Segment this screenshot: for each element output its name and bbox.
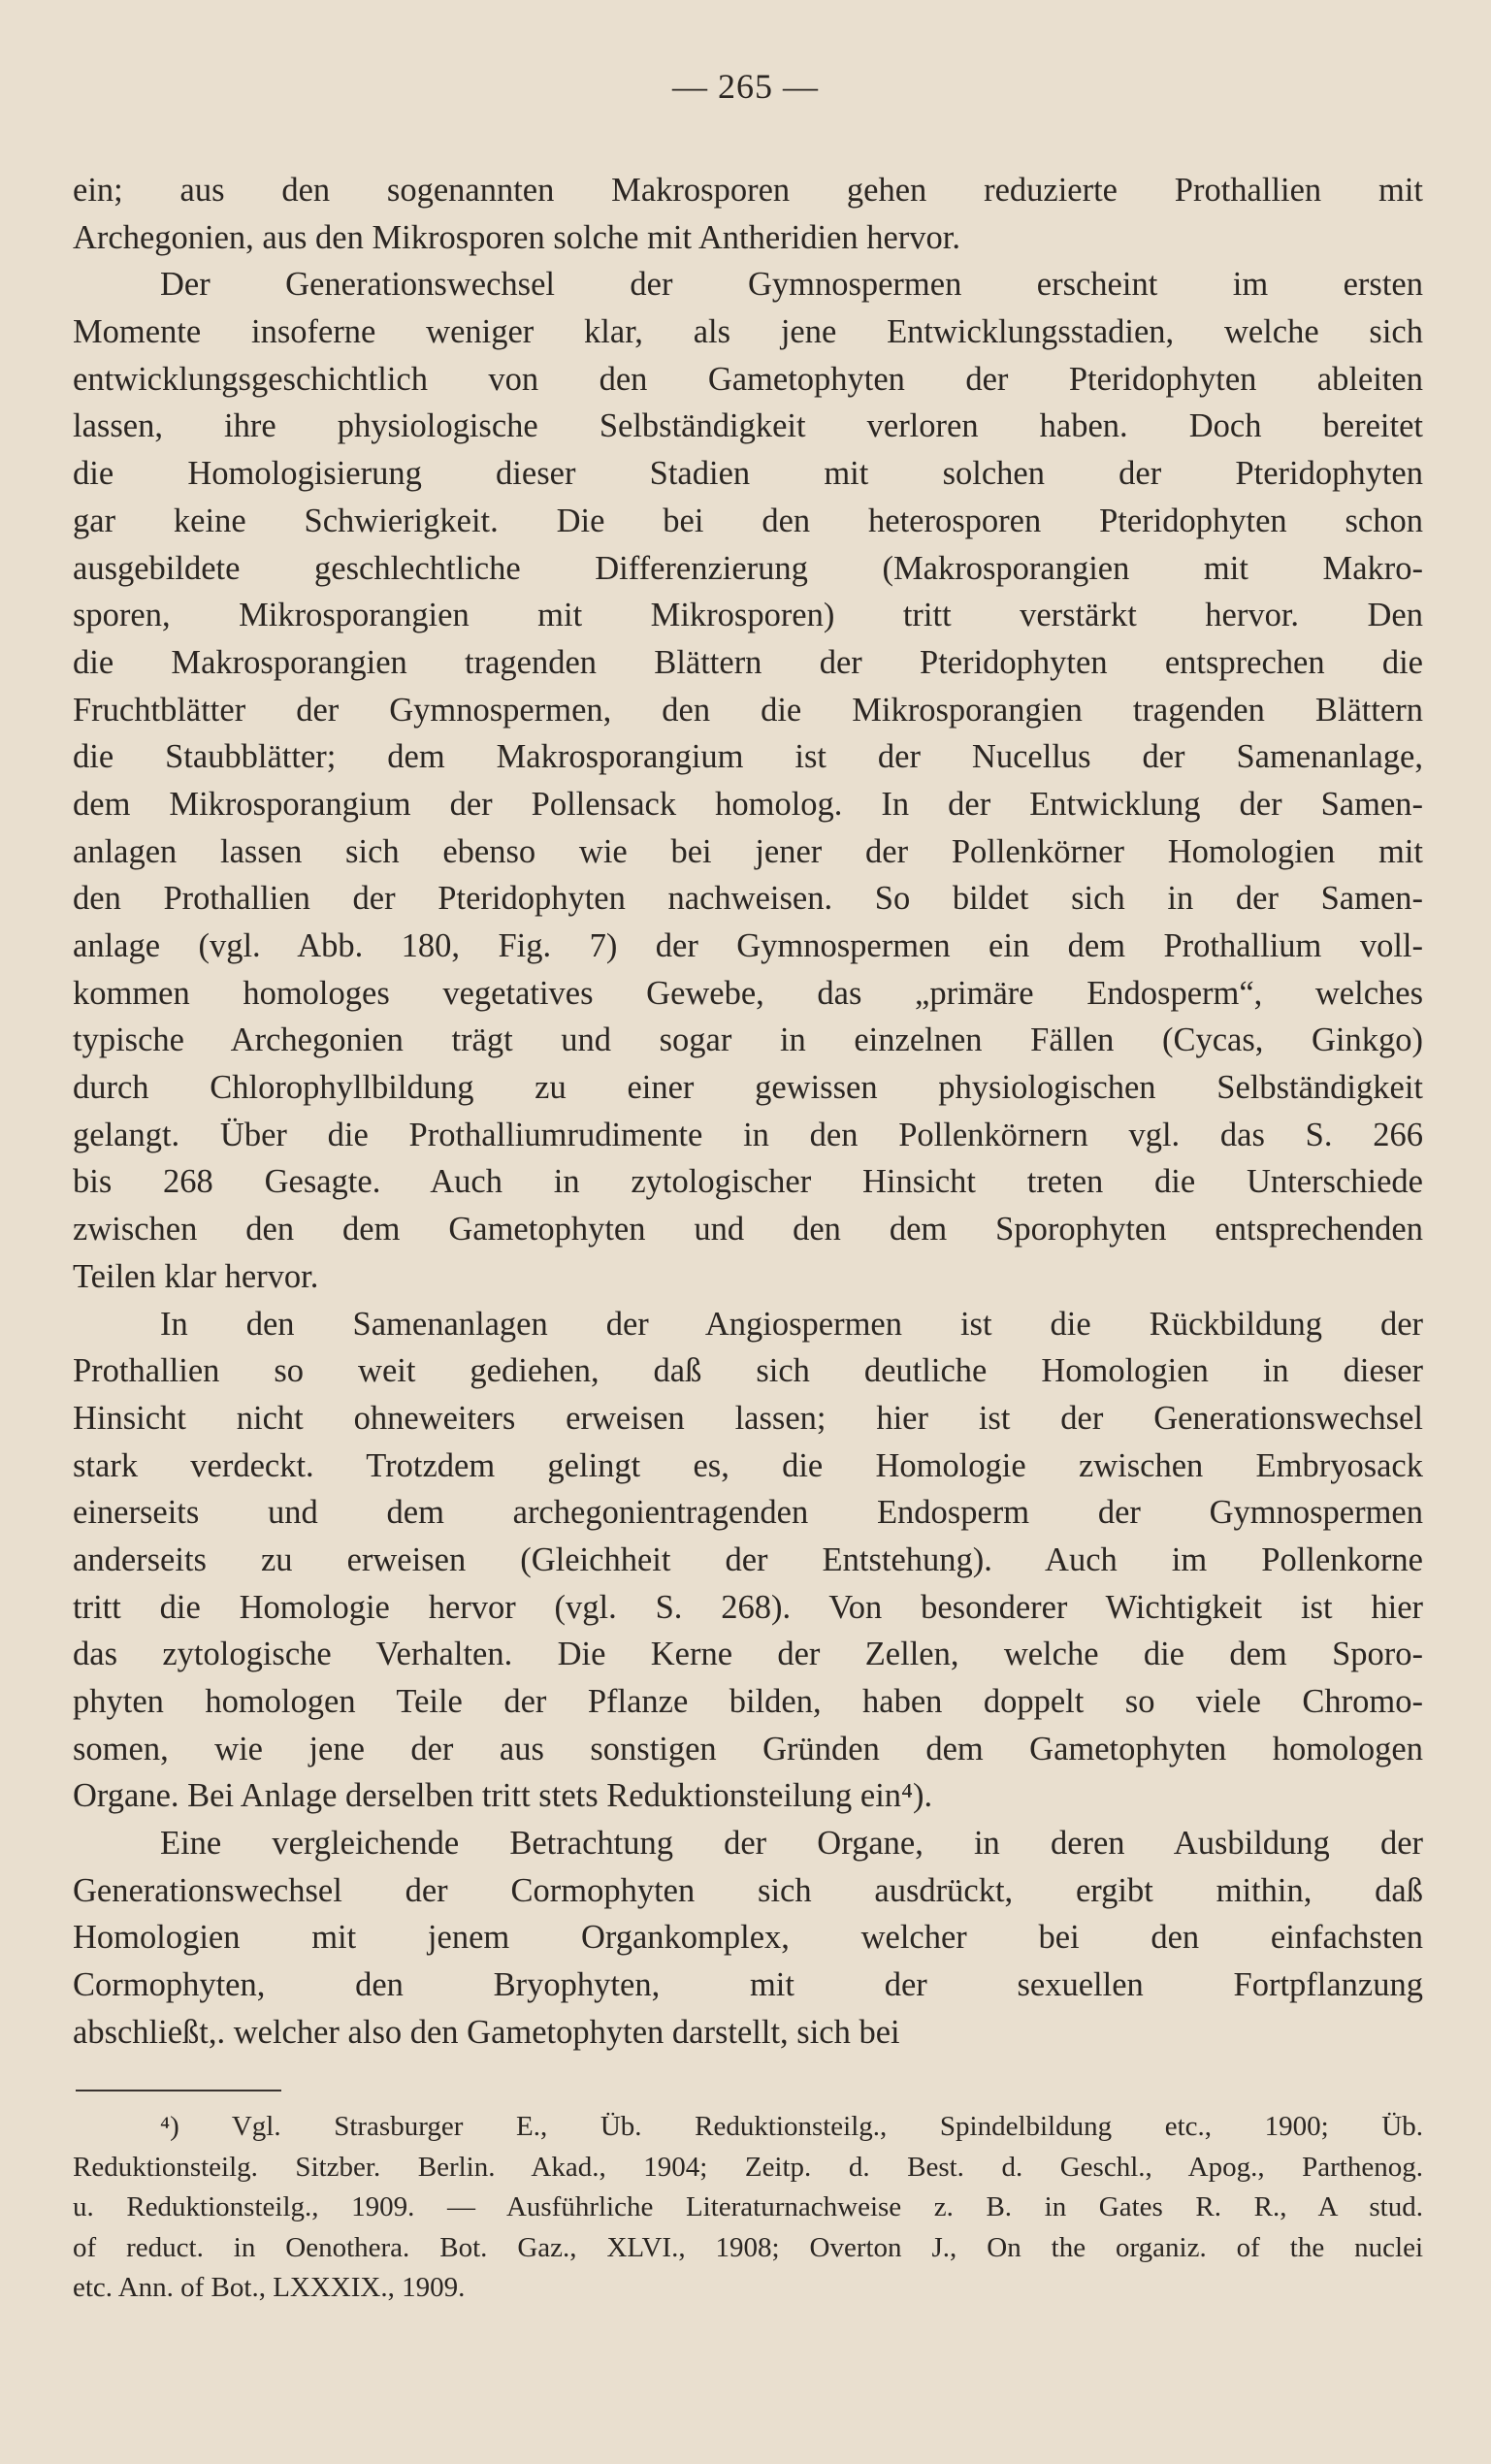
text-line: das zytologische Verhalten. Die Kerne der Zellen, welche die dem Sporo- [73,1636,1423,1673]
text-line: ausgebildete geschlechtliche Differenzierung (Makrosporangien mit Makro- [73,549,1423,587]
text-line: ein; aus den sogenannten Makrosporen gehen reduzierte Prothallien mit [73,172,1423,209]
text-line: anderseits zu erweisen (Gleichheit der Entstehung). Auch im Pollenkorne [73,1540,1423,1578]
body-text [73,167,1423,2057]
text-line: kommen homologes vegetatives Gewebe, das „primäre Endosperm“, welches [73,974,1423,1012]
text-line: Generationswechsel der Cormophyten sich ausdrückt, ergibt mithin, daß [73,1871,1423,1909]
text-line: gelangt. Über die Prothalliumrudimente in den Pollenkörnern vgl. das S. 266 [73,1116,1423,1153]
text-line: entwicklungsgeschichtlich von den Gametophyten der Pteridophyten ableiten [73,360,1423,398]
text-line: anlage (vgl. Abb. 180, Fig. 7) der Gymnospermen ein dem Prothallium voll- [73,927,1423,964]
text-line: die Makrosporangien tragenden Blättern der Pteridophyten entsprechen die [73,643,1423,681]
paragraph [73,167,1423,261]
text-line: den Prothallien der Pteridophyten nachweisen. So bildet sich in der Samen- [73,880,1423,918]
text-line: Hinsicht nicht ohneweiters erweisen lassen; hier ist der Generationswechsel [73,1399,1423,1437]
text-line: typische Archegonien trägt und sogar in einzelnen Fällen (Cycas, Ginkgo) [73,1021,1423,1059]
footnote-line: etc. Ann. of Bot., LXXXIX., 1909. [73,2272,466,2303]
footnote-line: of reduct. in Oenothera. Bot. Gaz., XLVI., 1908; Overton J., On the organiz. of the nuclei [73,2231,1423,2263]
text-line: Organe. Bei Anlage derselben tritt stets Reduktionsteilung ein⁴). [73,1777,933,1815]
text-line: sporen, Mikrosporangien mit Mikrosporen) tritt verstärkt hervor. Den [73,597,1423,634]
text-line: Prothallien so weit gediehen, daß sich deutliche Homologien in dieser [73,1352,1423,1390]
text-line: bis 268 Gesagte. Auch in zytologischer Hinsicht treten die Unterschiede [73,1163,1423,1201]
footnote [73,2107,1423,2309]
text-line: In den Samenanlagen der Angiospermen ist die Rückbildung der [160,1305,1423,1343]
text-line: lassen, ihre physiologische Selbständigkeit verloren haben. Doch bereitet [73,407,1423,445]
text-line: tritt die Homologie hervor (vgl. S. 268). Von besonderer Wichtigkeit ist hier [73,1588,1423,1626]
text-line: Momente insoferne weniger klar, als jene Entwicklungsstadien, welche sich [73,313,1423,351]
text-line: Teilen klar hervor. [73,1257,319,1295]
text-line: die Homologisierung dieser Stadien mit solchen der Pteridophyten [73,455,1423,493]
text-line: Eine vergleichende Betrachtung der Organe, in deren Ausbildung der [160,1825,1423,1863]
footnote-line: Reduktionsteilg. Sitzber. Berlin. Akad., 1904; Zeitp. d. Best. d. Geschl., Apog., Parthenog. [73,2151,1423,2183]
footnote-line: ⁴) Vgl. Strasburger E., Üb. Reduktionsteilg., Spindelbildung etc., 1900; Üb. [160,2111,1423,2142]
text-line: Archegonien, aus den Mikrosporen solche mit Antheridien hervor. [73,218,960,256]
text-line: somen, wie jene der aus sonstigen Gründen dem Gametophyten homologen [73,1730,1423,1767]
footnote-rule [76,2090,281,2091]
text-line: Cormophyten, den Bryophyten, mit der sexuellen Fortpflanzung [73,1966,1423,2004]
paragraph [73,1301,1423,1821]
text-line: durch Chlorophyllbildung zu einer gewissen physiologischen Selbständigkeit [73,1069,1423,1107]
paragraph [73,1820,1423,2056]
paragraph [73,261,1423,1300]
text-line: Fruchtblätter der Gymnospermen, den die Mikrosporangien tragenden Blättern [73,691,1423,729]
text-line: phyten homologen Teile der Pflanze bilden, haben doppelt so viele Chromo- [73,1683,1423,1720]
page-number: — 265 — [672,67,819,106]
text-line: die Staubblätter; dem Makrosporangium ist der Nucellus der Samenanlage, [73,738,1423,776]
text-line: gar keine Schwierigkeit. Die bei den heterosporen Pteridophyten schon [73,502,1423,539]
footnote-line: u. Reduktionsteilg., 1909. — Ausführliche Literaturnachweise z. B. in Gates R. R., A stud. [73,2191,1423,2222]
text-line: Der Generationswechsel der Gymnospermen erscheint im ersten [160,266,1423,304]
text-line: anlagen lassen sich ebenso wie bei jener der Pollenkörner Homologien mit [73,832,1423,870]
text-line: dem Mikrosporangium der Pollensack homolog. In der Entwicklung der Samen- [73,785,1423,823]
text-line: abschließt,. welcher also den Gametophyten darstellt, sich bei [73,2013,900,2051]
text-line: einerseits und dem archegonientragenden Endosperm der Gymnospermen [73,1494,1423,1532]
text-line: stark verdeckt. Trotzdem gelingt es, die Homologie zwischen Embryosack [73,1446,1423,1484]
text-line: zwischen den dem Gametophyten und den dem Sporophyten entsprechenden [73,1211,1423,1248]
text-line: Homologien mit jenem Organkomplex, welcher bei den einfachsten [73,1919,1423,1957]
